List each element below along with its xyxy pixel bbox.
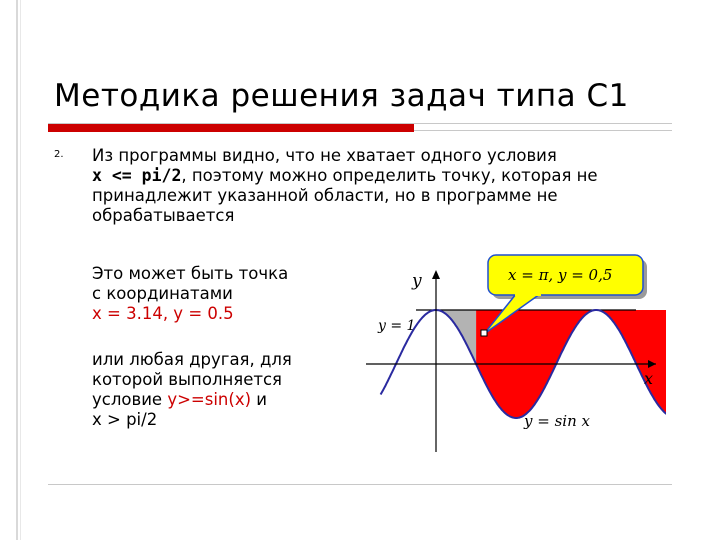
frame-left-border-inner <box>20 0 21 540</box>
left-line-1: Это может быть точка <box>92 264 289 283</box>
paragraph-line1: Из программы видно, что не хватает одного условия <box>92 146 557 165</box>
left-line-4: которой выполняется <box>92 370 282 389</box>
left-line-5 <box>92 390 367 410</box>
title-accent-bar <box>48 124 414 132</box>
point-marker <box>481 330 487 336</box>
bottom-rule <box>48 484 672 485</box>
left-condition: y>=sin(x) <box>167 390 252 409</box>
left-explanation <box>92 264 367 430</box>
left-line-5-suffix: и <box>251 390 267 409</box>
line-y1-label: y = 1 <box>378 318 416 334</box>
left-coords: x = 3.14, y = 0.5 <box>92 304 234 323</box>
sine-label: y = sin x <box>524 412 590 430</box>
left-line-2: с координатами <box>92 284 233 303</box>
paragraph-rest: , поэтому можно определить точку, которая не принадлежит указанной области, но в программе не обрабатывается <box>92 166 598 225</box>
paragraph-code: x <= pi/2 <box>92 166 182 185</box>
y-axis-label: y <box>412 271 422 291</box>
sine-figure <box>366 254 666 459</box>
left-line-3: или любая другая, для <box>92 350 292 369</box>
frame-left-border <box>16 0 18 540</box>
main-paragraph <box>92 146 672 226</box>
title-rule-lower <box>414 130 672 131</box>
callout-seam <box>515 292 541 296</box>
left-line-5-prefix: условие <box>92 390 168 409</box>
left-line-6: x > pi/2 <box>92 410 158 429</box>
x-axis-label: x <box>644 369 654 388</box>
slide-title: Методика решения задач типа С1 <box>54 78 629 114</box>
callout-text: x = π, y = 0,5 <box>508 266 613 284</box>
list-number: 2. <box>54 149 64 160</box>
